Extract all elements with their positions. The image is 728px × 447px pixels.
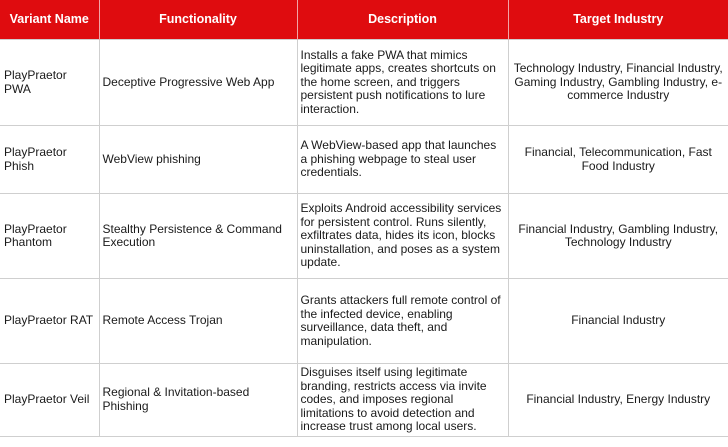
table-row [0, 279, 728, 364]
table-row [0, 364, 728, 437]
functionality-cell: WebView phishing [99, 126, 297, 194]
target-industry-cell: Financial Industry [508, 279, 728, 364]
table-row [0, 40, 728, 126]
variant-name-cell: PlayPraetor RAT [0, 279, 99, 364]
table-header-row [0, 0, 728, 40]
description-cell: Disguises itself using legitimate branding, restricts access via invite codes, and imposes regional limitations to avoid detection and increase trust among local users. [297, 364, 508, 437]
target-industry-cell: Financial Industry, Energy Industry [508, 364, 728, 437]
description-cell: Grants attackers full remote control of the infected device, enabling surveillance, data theft, and manipulation. [297, 279, 508, 364]
description-cell: A WebView-based app that launches a phishing webpage to steal user credentials. [297, 126, 508, 194]
table-row [0, 194, 728, 279]
table-row [0, 126, 728, 194]
functionality-cell: Deceptive Progressive Web App [99, 40, 297, 126]
header-functionality: Functionality [99, 0, 297, 40]
functionality-cell: Regional & Invitation-based Phishing [99, 364, 297, 437]
variant-name-cell: PlayPraetor PWA [0, 40, 99, 126]
variant-name-cell: PlayPraetor Phish [0, 126, 99, 194]
target-industry-cell: Financial, Telecommunication, Fast Food Industry [508, 126, 728, 194]
description-cell: Exploits Android accessibility services for persistent control. Runs silently, exfiltrates data, hides its icon, blocks uninstallation, and poses as a system update. [297, 194, 508, 279]
header-description: Description [297, 0, 508, 40]
description-cell: Installs a fake PWA that mimics legitimate apps, creates shortcuts on the home screen, and triggers persistent push notifications to lure interaction. [297, 40, 508, 126]
target-industry-cell: Technology Industry, Financial Industry, Gaming Industry, Gambling Industry, e-commerce Industry [508, 40, 728, 126]
functionality-cell: Stealthy Persistence & Command Execution [99, 194, 297, 279]
header-target-industry: Target Industry [508, 0, 728, 40]
variant-name-cell: PlayPraetor Veil [0, 364, 99, 437]
variant-name-cell: PlayPraetor Phantom [0, 194, 99, 279]
target-industry-cell: Financial Industry, Gambling Industry, Technology Industry [508, 194, 728, 279]
functionality-cell: Remote Access Trojan [99, 279, 297, 364]
header-variant-name: Variant Name [0, 0, 99, 40]
